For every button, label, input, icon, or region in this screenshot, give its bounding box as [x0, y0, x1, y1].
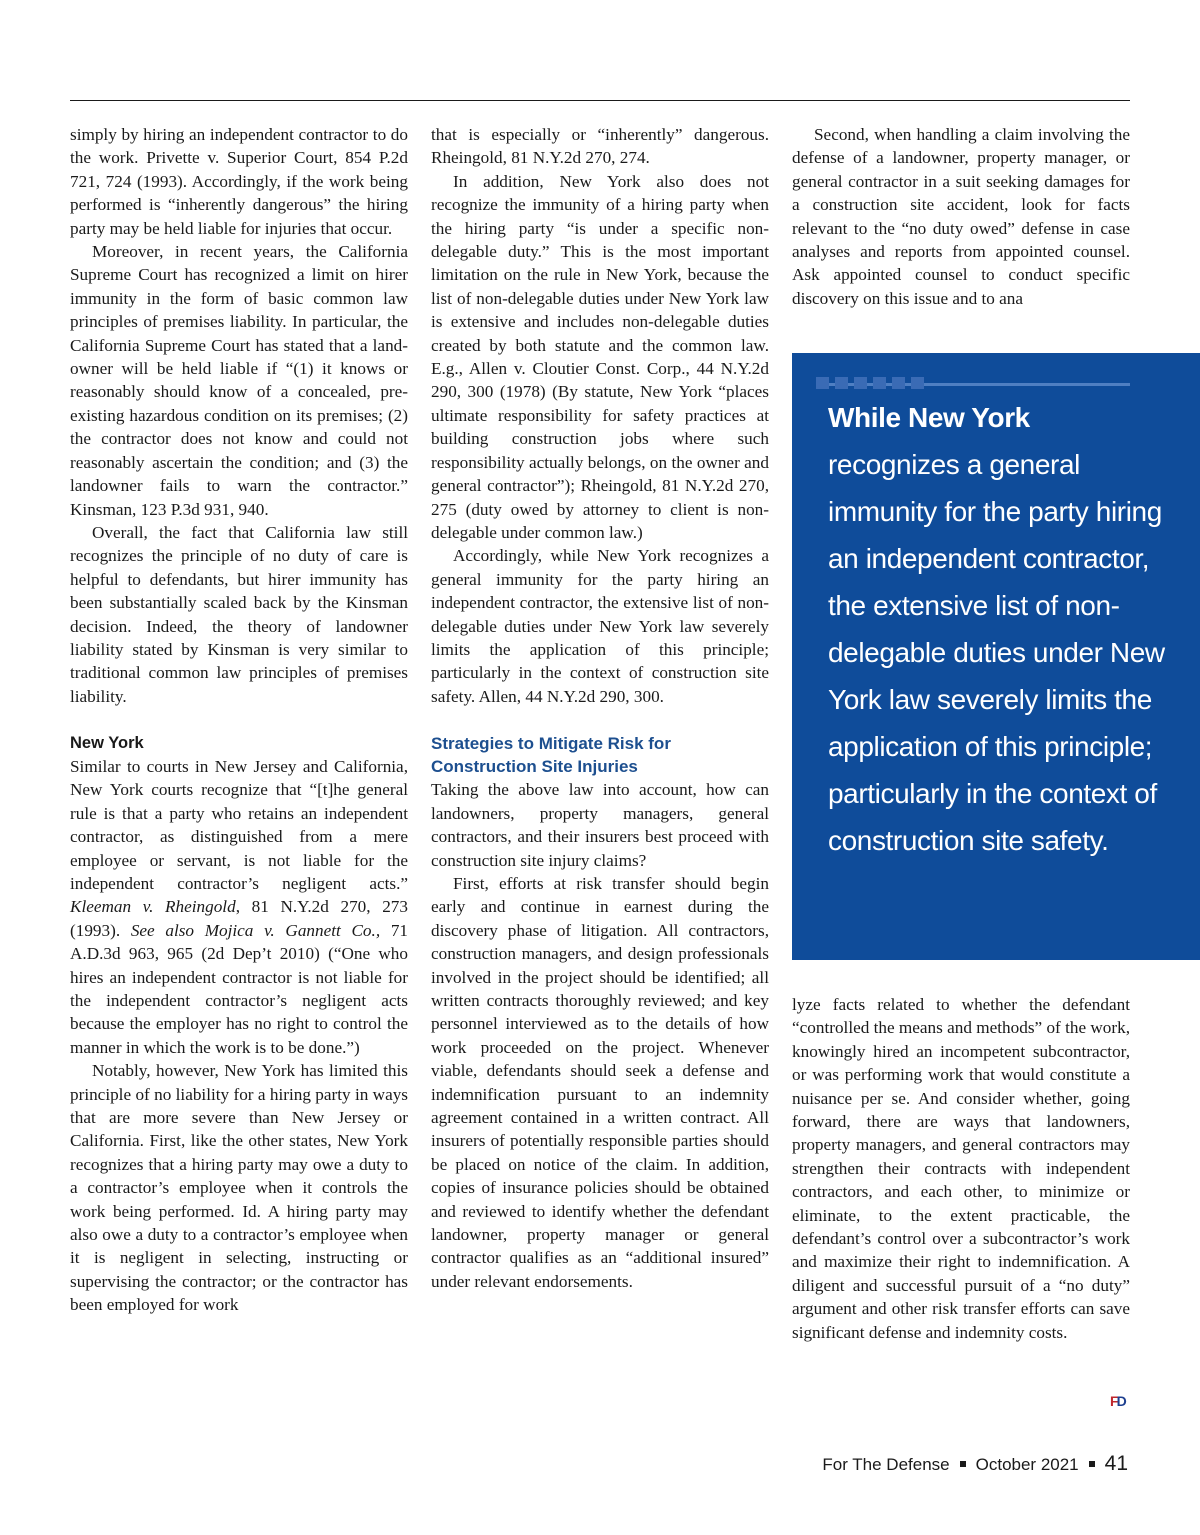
section-heading-new-york: New York — [70, 733, 144, 752]
pull-quote-lead: While New York — [828, 402, 1030, 433]
paragraph: Taking the above law into account, how can landowners, property managers, general contractors, and their insurers best proceed with construction site injury claims? — [431, 780, 769, 870]
paragraph: First, efforts at risk transfer should begin early and continue in earnest during the discovery phase of litigation. All contractors, construction managers, and design professionals involved in the project should be identified; all written contracts thoroughly reviewed; and key personnel interviewed as to the details of how work proceeded on the project. Whenever viable, defendants should seek a defense and indemnification pursuant to an indemnity agreement contained in a written contract. All insurers of potentially responsible parties should be placed on notice of the claim. In addition, copies of insurance policies should be obtained and reviewed to identify whether the defendant landowner, property manager or general contractor qualifies as an “additional insured” under relevant endorsements. — [431, 873, 769, 1291]
paragraph: lyze facts related to whether the defendant “controlled the means and methods” of the work, knowingly hired an incompetent subcontractor, or was performing work that would constitute a nuisance per se. And consider whether, going forward, there are ways that landowners, property managers, and general contractors may strengthen their contracts with independent contractors, and each other, to minimize or eliminate, to the extent practicable, the defendant’s control over a subcontractor’s work and maximize their right to indemnification. A diligent and successful pursuit of a “no duty” argument and other risk transfer efforts can save significant defense and indemnity costs. — [792, 995, 1130, 1342]
footer-bullet-icon — [1089, 1461, 1095, 1467]
case-citation: See also Mojica v. Gannett Co., — [130, 920, 381, 940]
page-footer — [822, 1452, 1128, 1476]
article-column-3-bottom — [792, 993, 1130, 1344]
publication-name: For The Defense — [822, 1455, 950, 1474]
paragraph: simply by hiring an independent contractor to do the work. Privette v. Superior Court, 854 P.2d 721, 724 (1993). Accordingly, if the work being performed is “inherently dangerous” the hiring party may be held liable for injuries that occur. — [70, 125, 408, 238]
paragraph: In addition, New York also does not recognize the immunity of a hiring party when the hiring party “is under a specific non-delegable duty.” This is the most important limitation on the rule in New York, because the list of non-delegable duties under New York law is extensive and includes non-delegable duties created by both statute and the common law. E.g., Allen v. Cloutier Const. Corp., 44 N.Y.2d 290, 300 (1978) (By statute, New York “places ultimate responsibility for safety practices at building construction jobs where such responsibility actually belongs, on the owner and general contractor”); Rheingold, 81 N.Y.2d 270, 275 (duty owed by attorney to client is non-delegable under common law.) — [431, 171, 769, 542]
pull-quote-box — [792, 353, 1200, 960]
article-column-3-top — [792, 123, 1130, 310]
case-citation: Kleeman v. Rheingold — [70, 897, 236, 917]
paragraph: that is especially or “inherently” dangerous. Rheingold, 81 N.Y.2d 270, 274. — [431, 125, 769, 168]
article-column-1 — [70, 123, 408, 1317]
paragraph: Second, when handling a claim involving the defense of a landowner, property manager, or general contractor in a suit seeking damages for a construction site accident, look for facts relevant to the “no duty owed” defense in case analyses and reports from appointed counsel. Ask appointed counsel to conduct specific discovery on this issue and to ana — [792, 125, 1130, 308]
paragraph: Overall, the fact that California law still recognizes the principle of no duty of care is helpful to defendants, but hirer immunity has been substantially scaled back by the Kinsman decision. Indeed, the theory of landowner liability stated by Kinsman is very similar to traditional common law principles of premises liability. — [70, 522, 408, 706]
section-heading-strategies: Strategies to Mitigate Risk for Construction Site Injuries — [431, 733, 671, 776]
paragraph: Moreover, in recent years, the California Supreme Court has recognized a limit on hirer immunity in the form of basic common law principles of premises liability. In particular, the California Supreme Court has stated that a landowner will be held liable if “(1) it knows or reasonably should know of a concealed, pre-existing hazardous condition on its premises; (2) the contractor does not know and could not reasonably ascertain the condition; and (3) the landowner fails to warn the contractor.” Kinsman, 123 P.3d 931, 940. — [70, 242, 408, 519]
pull-quote-text — [828, 394, 1188, 864]
end-of-article-logo-icon: FD — [1110, 1393, 1125, 1409]
pull-quote-body: recognizes a general immunity for the party hiring an independent contractor, the extensive list of non-delegable duties under New York law severely limits the application of this principle; particularly in the context of construction site safety. — [828, 449, 1165, 856]
top-rule — [70, 100, 1130, 101]
page-number: 41 — [1104, 1452, 1128, 1475]
paragraph: Similar to courts in New Jersey and California, New York courts recognize that “[t]he general rule is that a party who retains an independent contractor, as distinguished from a mere employee or servant, is not liable for the independent contractor’s negligent acts.” Kleeman v. Rheingold, 81 N.Y.2d 270, 273 (1993). See also Mojica v. Gannett Co., 71 A.D.3d 963, 965 (2d Dep’t 2010) (“One who hires an independent contractor is not liable for the independent contractor’s negligent acts because the employer has no right to control the manner in which the work is to be done.”) — [70, 756, 409, 1057]
issue-date: October 2021 — [975, 1455, 1079, 1474]
pull-quote-decoration — [816, 377, 1130, 389]
article-column-2 — [431, 123, 769, 1293]
footer-bullet-icon — [960, 1461, 966, 1467]
paragraph: Accordingly, while New York recognizes a general immunity for the party hiring an independent contractor, the extensive list of non-delegable duties under New York law severely limits the application of this principle; particularly in the context of construction site safety. Allen, 44 N.Y.2d 290, 300. — [431, 546, 769, 706]
paragraph: Notably, however, New York has limited this principle of no liability for a hiring party in ways that are more severe than New Jersey or California. First, like the other states, New York recognizes that a hiring party may owe a duty to a contractor’s employee when it controls the work being performed. Id. A hiring party may also owe a duty to a contractor’s employee when it is negligent in selecting, instructing or supervising the contractor; or the contractor has been employed for work — [70, 1061, 408, 1315]
